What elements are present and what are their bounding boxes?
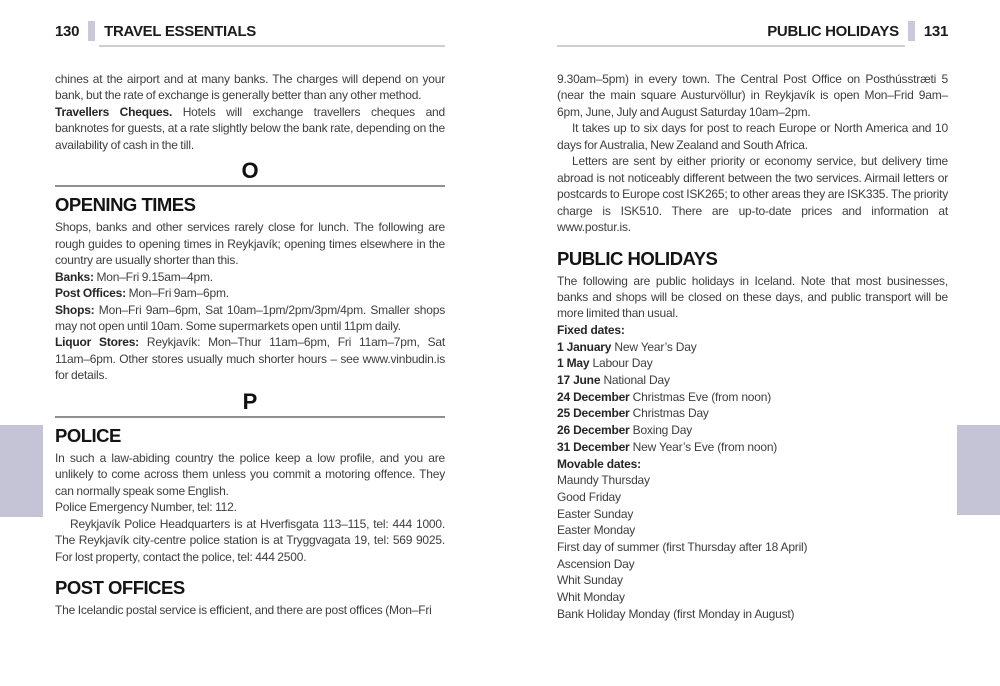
section-divider-o xyxy=(55,158,445,187)
section-rule-p xyxy=(55,416,445,418)
page-edge-tab-right xyxy=(957,425,1000,515)
heading-post-offices: POST OFFICES xyxy=(55,576,185,598)
entry-text: Mon–Fri 9am–6pm, Sat 10am–1pm/2pm/3pm/4pm. Smaller shops may not open until 10am. Some supermarkets open until 11pm daily. xyxy=(55,302,445,333)
opening-times-entry-banks xyxy=(55,269,445,285)
fixed-holiday-row xyxy=(557,372,948,389)
fixed-holiday-row xyxy=(557,439,948,456)
fixed-holiday-row xyxy=(557,422,948,439)
movable-holiday-row: Easter Monday xyxy=(557,523,636,538)
holiday-date: 31 December xyxy=(557,439,630,454)
right-page-header xyxy=(557,20,948,42)
post-priority-economy-paragraph: Letters are sent by either priority or economy service, but delivery time abroad is not noticeably different between the two services. Airmail letters or postcards to Europe cost ISK265; to other areas they are ISK335. The priority charge is ISK510. There are up-to-date prices and information at www.postur.is. xyxy=(557,154,948,235)
section-letter-p: P xyxy=(242,388,258,414)
post-offices-paragraph: The Icelandic postal service is efficient, and there are post offices (Mon–Fri xyxy=(55,602,432,617)
movable-holiday-row: Ascension Day xyxy=(557,556,635,571)
header-accent-bar-left xyxy=(88,21,95,41)
holiday-date: 17 June xyxy=(557,373,601,387)
entry-label: Post Offices: xyxy=(55,286,126,301)
holiday-date: 24 December xyxy=(557,389,630,404)
holiday-name: New Year’s Day xyxy=(614,339,697,354)
fixed-holiday-row xyxy=(557,405,948,422)
opening-times-entry-liquor-stores xyxy=(55,334,445,383)
section-rule-o xyxy=(55,185,445,187)
holiday-name: New Year’s Eve (from noon) xyxy=(632,439,778,454)
holiday-date: 25 December xyxy=(557,406,630,421)
heading-police: POLICE xyxy=(55,424,121,446)
left-header-title: TRAVEL ESSENTIALS xyxy=(104,22,257,40)
fixed-dates-label: Fixed dates: xyxy=(557,322,625,337)
header-rule-left xyxy=(99,45,445,47)
paragraph-atm: chines at the airport and at many banks. The charges will depend on your bank, but the rate of exchange is generally better than any other method. xyxy=(55,72,445,103)
header-rule-right xyxy=(557,45,905,47)
movable-holiday-row: Whit Monday xyxy=(557,590,625,605)
travellers-cheques-text: Hotels will exchange travellers cheques and banknotes for guests, at a rate slightly below the bank rate, depending on the availability of cash in the till. xyxy=(55,104,445,152)
travellers-cheques-label: Travellers Cheques. xyxy=(55,104,173,119)
header-accent-bar-right xyxy=(908,21,915,41)
movable-holiday-row: Maundy Thursday xyxy=(557,473,650,488)
right-page xyxy=(557,20,948,623)
post-delivery-times-paragraph: It takes up to six days for post to reach Europe or North America and 10 days for Australia, New Zealand and South Africa. xyxy=(557,121,948,152)
movable-holiday-row: First day of summer (first Thursday after 18 April) xyxy=(557,540,808,555)
movable-dates-label: Movable dates: xyxy=(557,456,641,471)
entry-text: Mon–Fri 9am–6pm. xyxy=(128,286,229,301)
opening-times-entry-post-offices xyxy=(55,285,445,301)
fixed-holiday-row xyxy=(557,339,948,356)
heading-public-holidays: PUBLIC HOLIDAYS xyxy=(557,247,718,269)
police-paragraph: In such a law-abiding country the police keep a low profile, and you are unlikely to come across them unless you commit a motoring offence. They can normally speak some English. xyxy=(55,450,445,498)
section-letter-o: O xyxy=(241,158,259,184)
page-number-right: 131 xyxy=(923,22,948,40)
entry-label: Shops: xyxy=(55,302,95,317)
movable-holiday-row: Easter Sunday xyxy=(557,506,634,521)
holiday-date: 26 December xyxy=(557,423,630,438)
holiday-name: Christmas Eve (from noon) xyxy=(632,389,772,404)
page-number-left: 130 xyxy=(55,22,80,40)
opening-times-entry-shops xyxy=(55,302,445,335)
movable-holiday-row: Whit Sunday xyxy=(557,573,623,588)
fixed-holiday-row xyxy=(557,389,948,406)
public-holidays-intro: The following are public holidays in Iceland. Note that most businesses, banks and shops will be closed on these days, and public transport will be more limited than usual. xyxy=(557,273,948,321)
movable-holiday-row: Bank Holiday Monday (first Monday in August) xyxy=(557,606,795,621)
left-page xyxy=(55,20,445,618)
holiday-name: National Day xyxy=(603,373,670,387)
entry-label: Liquor Stores: xyxy=(55,335,139,350)
left-page-header xyxy=(55,20,445,42)
opening-times-intro: Shops, banks and other services rarely close for lunch. The following are rough guides to opening times in Reykjavík; opening times elsewhere in the country are usually shorter than this. xyxy=(55,220,445,268)
holiday-name: Boxing Day xyxy=(632,423,693,438)
heading-opening-times: OPENING TIMES xyxy=(55,194,196,216)
page-edge-tab-left xyxy=(0,425,43,517)
police-addresses-paragraph: Reykjavík Police Headquarters is at Hverfisgata 113–115, tel: 444 1000. The Reykjavík city-centre police station is at Tryggvagata 19, tel: 569 9025. For lost property, contact the police, tel: 444 2500. xyxy=(55,516,445,564)
police-emergency-line: Police Emergency Number, tel: 112. xyxy=(55,500,237,515)
fixed-holiday-row xyxy=(557,355,948,372)
movable-holiday-row: Good Friday xyxy=(557,489,621,504)
paragraph-travellers-cheques xyxy=(55,104,445,153)
entry-label: Banks: xyxy=(55,269,94,284)
holiday-name: Christmas Day xyxy=(632,406,709,421)
holiday-date: 1 May xyxy=(557,356,590,371)
holiday-name: Labour Day xyxy=(592,356,653,371)
post-offices-continued-paragraph: 9.30am–5pm) in every town. The Central Post Office on Posthússtræti 5 (near the main square Austurvöllur) in Reykjavík is open Mon–Frid 9am–6pm, June, July and August Saturday 10am–2pm. xyxy=(557,72,948,119)
entry-text: Reykjavík: Mon–Thur 11am–6pm, Fri 11am–7pm, Sat 11am–6pm. Other stores usually much shorter hours – see www.vinbudin.is for details. xyxy=(55,335,445,383)
holiday-date: 1 January xyxy=(557,339,612,354)
entry-text: Mon–Fri 9.15am–4pm. xyxy=(96,269,213,284)
right-header-title: PUBLIC HOLIDAYS xyxy=(767,22,899,40)
section-divider-p xyxy=(55,389,445,418)
